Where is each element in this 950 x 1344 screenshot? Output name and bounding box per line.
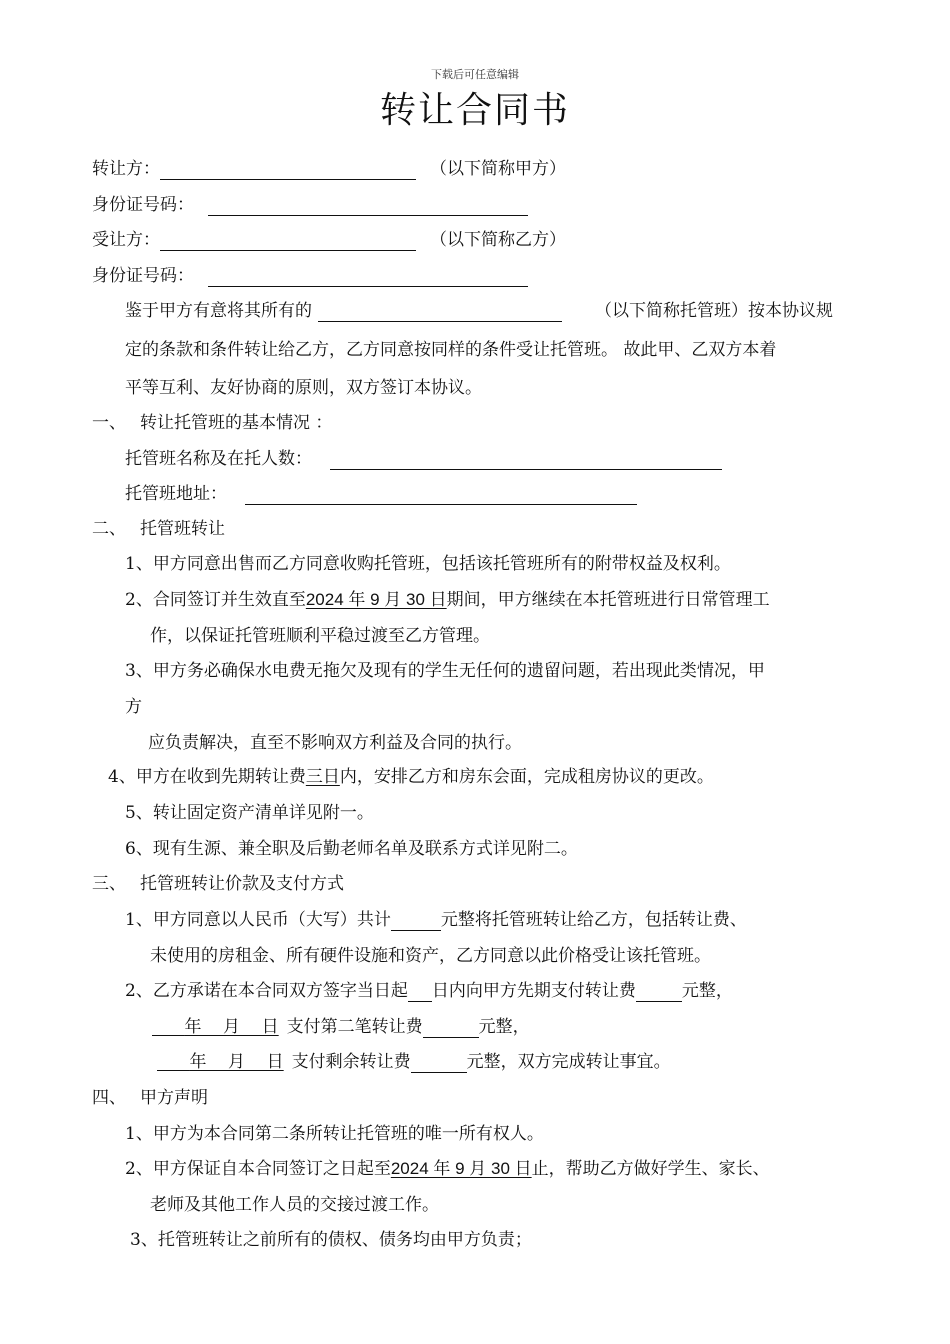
section-1-number: 一、 <box>92 413 126 433</box>
preamble-line-2: 定的条款和条件转让给乙方，乙方同意按同样的条件受让托管班。 故此甲、乙双方本着 <box>125 340 777 360</box>
section-4-item-2-cont: 老师及其他工作人员的交接过渡工作。 <box>150 1195 439 1215</box>
transferee-label: 受让方： <box>92 230 160 250</box>
section-4-item-1: 1、甲方为本合同第二条所转让托管班的唯一所有权人。 <box>125 1124 544 1144</box>
page-title: 转让合同书 <box>379 90 570 131</box>
item-4-text-a: 4、甲方在收到先期转让费 <box>108 767 306 787</box>
transferee-id-label: 身份证号码： <box>92 266 194 286</box>
final-payment-date: 年 月 日 <box>189 1052 284 1072</box>
second-payment-text-b: 元整， <box>478 1017 530 1037</box>
section-1-heading: 转让托管班的基本情况 ： <box>140 413 333 433</box>
page-header: 下载后可任意编辑 <box>431 68 519 81</box>
second-payment-text-a: 支付第二笔转让费 <box>286 1017 423 1037</box>
transferee-note: （以下简称乙方） <box>430 230 566 250</box>
class-address-line <box>125 483 637 505</box>
item-1-text-b: 元整将托管班转让给乙方，包括转让费、 <box>440 910 747 930</box>
transferor-id-label: 身份证号码： <box>92 195 194 215</box>
section-2-item-3-wrap: 方 <box>125 697 142 717</box>
section-3-item-2 <box>125 980 733 1002</box>
section-2-item-4 <box>108 766 714 788</box>
asset-blank <box>318 303 562 322</box>
days-blank <box>408 983 432 1002</box>
second-payment-line <box>152 1016 530 1038</box>
section-2-item-5: 5、转让固定资产清单详见附一。 <box>125 803 374 823</box>
transferor-id-blank <box>208 197 528 216</box>
three-days-term: 三日 <box>305 767 340 787</box>
section-2-number: 二、 <box>92 519 126 539</box>
preamble-text-a: 鉴于甲方有意将其所有的 <box>125 301 312 321</box>
item-1-text-a: 1、甲方同意以人民币（大写）共计 <box>125 910 391 930</box>
item-2-text-b: 止，帮助乙方做好学生、家长、 <box>531 1159 770 1179</box>
transferor-blank <box>160 161 416 180</box>
item-2-text-c: 元整， <box>681 981 733 1001</box>
class-name-line <box>125 448 722 470</box>
handover-end-date: 2024 年 9 月 30 日 <box>305 590 447 609</box>
advance-fee-blank <box>636 983 682 1002</box>
transferee-line <box>92 229 416 251</box>
section-2-heading: 托管班转让 <box>140 519 225 539</box>
class-name-blank <box>330 451 722 470</box>
transferee-id-blank <box>208 268 528 287</box>
transferee-blank <box>160 232 416 251</box>
section-4-item-2 <box>125 1158 770 1180</box>
item-2-text-a: 2、乙方承诺在本合同双方签字当日起 <box>125 981 408 1001</box>
transferor-label: 转让方： <box>92 159 160 179</box>
total-price-blank <box>391 912 441 931</box>
section-2-item-2-cont: 作，以保证托管班顺利平稳过渡至乙方管理。 <box>150 626 490 646</box>
item-4-text-b: 内，安排乙方和房东会面，完成租房协议的更改。 <box>339 767 714 787</box>
section-4-item-3: 3、托管班转让之前所有的债权、债务均由甲方负责； <box>130 1230 532 1250</box>
final-payment-line <box>157 1051 671 1073</box>
transferor-note: （以下简称甲方） <box>430 159 566 179</box>
preamble-text-b: （以下简称托管班）按本协议规 <box>595 301 833 321</box>
transferor-line <box>92 158 416 180</box>
final-payment-text-a: 支付剩余转让费 <box>291 1052 411 1072</box>
section-2-item-6: 6、现有生源、兼全职及后勤老师名单及联系方式详见附二。 <box>125 839 578 859</box>
item-2-text-b: 日内向甲方先期支付转让费 <box>431 981 636 1001</box>
preamble-line-1 <box>125 300 562 322</box>
preamble-line-3: 平等互利、友好协商的原则，双方签订本协议。 <box>125 378 482 398</box>
final-payment-blank <box>411 1054 467 1073</box>
class-address-label: 托管班地址： <box>125 484 227 504</box>
transition-end-date: 2024 年 9 月 30 日 <box>390 1159 532 1178</box>
section-2-item-2 <box>125 589 770 611</box>
item-2-text-a: 2、合同签订并生效直至 <box>125 590 306 610</box>
item-2-text-b: 期间，甲方继续在本托管班进行日常管理工 <box>446 590 770 610</box>
section-2-item-1: 1、甲方同意出售而乙方同意收购托管班，包括该托管班所有的附带权益及权利。 <box>125 554 731 574</box>
second-payment-blank <box>423 1019 479 1038</box>
transferor-id-line <box>92 194 528 216</box>
section-4-number: 四、 <box>92 1088 126 1108</box>
section-2-item-3-cont: 应负责解决，直至不影响双方利益及合同的执行。 <box>148 733 522 753</box>
section-3-number: 三、 <box>92 874 126 894</box>
section-3-heading: 托管班转让价款及支付方式 <box>140 874 344 894</box>
transferee-id-line <box>92 265 528 287</box>
second-payment-date: 年 月 日 <box>184 1017 279 1037</box>
item-2-text-a: 2、甲方保证自本合同签订之日起至 <box>125 1159 391 1179</box>
class-address-blank <box>245 486 637 505</box>
section-2-item-3: 3、甲方务必确保水电费无拖欠及现有的学生无任何的遗留问题，若出现此类情况，甲 <box>125 661 765 681</box>
section-3-item-1-cont: 未使用的房租金、所有硬件设施和资产，乙方同意以此价格受让该托管班。 <box>150 946 711 966</box>
section-3-item-1 <box>125 909 747 931</box>
class-name-label: 托管班名称及在托人数： <box>125 449 312 469</box>
final-payment-text-b: 元整，双方完成转让事宜。 <box>466 1052 671 1072</box>
section-4-heading: 甲方声明 <box>140 1088 208 1108</box>
